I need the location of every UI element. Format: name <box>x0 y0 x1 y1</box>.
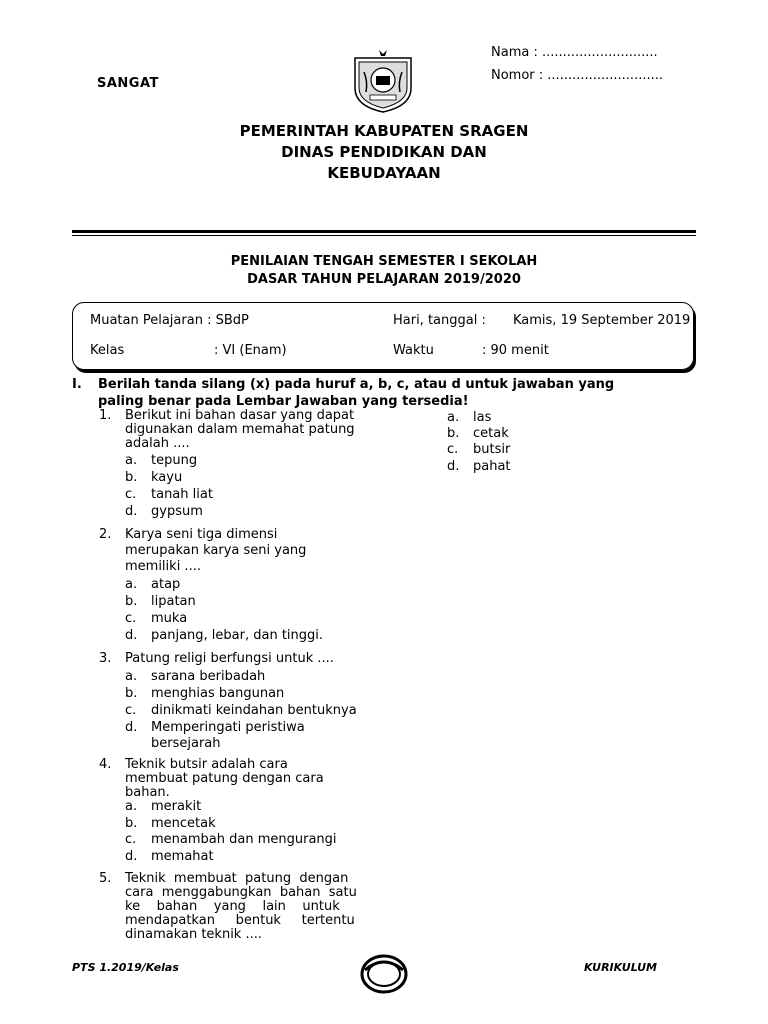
instruction-line-1: Berilah tanda silang (x) pada huruf a, b, c, atau d untuk jawaban yang <box>98 377 615 392</box>
footer-logo-icon <box>359 950 409 998</box>
answer-option: a. merakit <box>125 799 202 814</box>
answer-option: b. lipatan <box>125 594 196 609</box>
question-text-line: mendapatkan bentuk tertentu <box>125 913 355 928</box>
time-label: Waktu <box>393 343 434 358</box>
question-text-line: Teknik membuat patung dengan <box>125 871 349 886</box>
answer-option: d. gypsum <box>125 504 203 519</box>
question-text-line: bahan. <box>125 785 170 800</box>
answer-option: c. tanah liat <box>125 487 213 502</box>
exam-title-2: DASAR TAHUN PELAJARAN 2019/2020 <box>247 272 521 287</box>
answer-option: d. Memperingati peristiwa <box>125 720 305 735</box>
question-number: 1. <box>99 408 112 423</box>
answer-option: c. dinikmati keindahan bentuknya <box>125 703 357 718</box>
answer-option: a. las <box>447 410 492 425</box>
exam-title-1: PENILAIAN TENGAH SEMESTER I SEKOLAH <box>230 254 538 269</box>
footer-left-text: PTS 1.2019/Kelas <box>72 961 179 974</box>
answer-option: a. tepung <box>125 453 198 468</box>
institution-line-2: DINAS PENDIDIKAN DAN <box>281 143 487 161</box>
answer-option: d. memahat <box>125 849 214 864</box>
day-label: Hari, tanggal : <box>393 313 486 328</box>
answer-option: c. muka <box>125 611 188 626</box>
answer-option: b. menghias bangunan <box>125 686 285 701</box>
question-text-line: membuat patung dengan cara <box>125 771 324 786</box>
corner-label: SANGAT <box>97 76 159 91</box>
answer-option: a. atap <box>125 577 181 592</box>
institution-line-3: KEBUDAYAAN <box>327 164 441 182</box>
header-divider-thin <box>72 235 696 236</box>
question-number: 5. <box>99 871 112 886</box>
question-number: 4. <box>99 757 112 772</box>
section-number: I. <box>72 377 82 392</box>
time-value: : 90 menit <box>482 343 549 358</box>
answer-option: d. panjang, lebar, dan tinggi. <box>125 628 324 643</box>
answer-option: a. sarana beribadah <box>125 669 266 684</box>
question-text-line: memiliki .... <box>125 559 201 574</box>
question-text-line: Karya seni tiga dimensi <box>125 527 278 542</box>
day-value: Kamis, 19 September 2019 <box>513 313 691 328</box>
question-text-line: dinamakan teknik .... <box>125 927 263 942</box>
question-text-line: Berikut ini bahan dasar yang dapat <box>125 408 355 423</box>
regency-emblem-icon <box>352 48 414 118</box>
question-text-line: ke bahan yang lain untuk <box>125 899 340 914</box>
answer-option: b. cetak <box>447 426 509 441</box>
answer-option: c. butsir <box>447 442 511 457</box>
class-value: : VI (Enam) <box>214 343 287 358</box>
question-number: 2. <box>99 527 112 542</box>
institution-line-1: PEMERINTAH KABUPATEN SRAGEN <box>239 122 529 140</box>
subject-label: Muatan Pelajaran : SBdP <box>90 313 249 328</box>
answer-option: b. kayu <box>125 470 183 485</box>
nomor-field: Nomor : ............................ <box>491 68 663 83</box>
answer-option: b. mencetak <box>125 816 216 831</box>
footer-right-text: KURIKULUM <box>584 961 657 974</box>
instruction-line-2: paling benar pada Lembar Jawaban yang tersedia! <box>98 394 469 409</box>
class-label: Kelas <box>90 343 125 358</box>
answer-option: c. menambah dan mengurangi <box>125 832 337 847</box>
nama-field: Nama : ............................ <box>491 45 658 60</box>
answer-option: d. pahat <box>447 459 511 474</box>
question-text-line: Teknik butsir adalah cara <box>125 757 288 772</box>
question-number: 3. <box>99 651 112 666</box>
answer-option-continuation: bersejarah <box>151 736 221 751</box>
question-text-line: Patung religi berfungsi untuk .... <box>125 651 334 666</box>
question-text-line: cara menggabungkan bahan satu <box>125 885 357 900</box>
question-text-line: merupakan karya seni yang <box>125 543 307 558</box>
header-divider-thick <box>72 230 696 233</box>
question-text-line: digunakan dalam memahat patung <box>125 422 355 437</box>
question-text-line: adalah .... <box>125 436 190 451</box>
